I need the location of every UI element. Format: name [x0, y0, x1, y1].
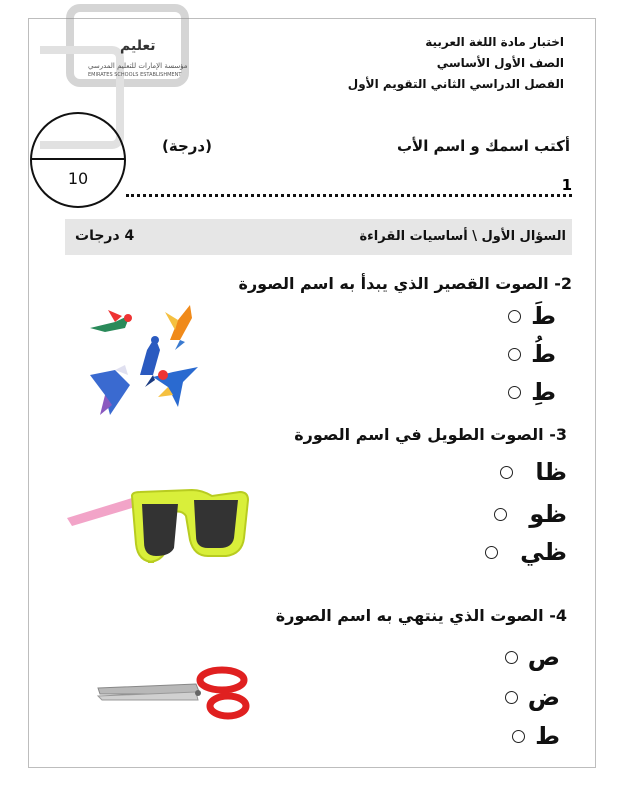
- question-2-title: 2- الصوت القصير الذي يبدأ به اسم الصورة: [238, 274, 572, 293]
- name-answer-line[interactable]: [126, 178, 572, 197]
- logo-line2: EMIRATES SCHOOLS ESTABLISHMENT: [88, 72, 182, 78]
- option-label: ظو: [529, 500, 567, 528]
- question-3-option-2[interactable]: [494, 500, 567, 528]
- bird-icon: [165, 305, 192, 350]
- question-2-option-3[interactable]: [508, 378, 556, 406]
- question-3-title: 3- الصوت الطويل في اسم الصورة: [294, 425, 567, 444]
- bird-icon: [153, 367, 198, 407]
- option-label: ص: [527, 643, 560, 671]
- sunglasses-image: [62, 478, 252, 573]
- scissors-image: [96, 666, 256, 724]
- name-grade: (درجة): [162, 137, 212, 155]
- question-3-option-1[interactable]: [500, 458, 567, 486]
- question-4-option-2[interactable]: [505, 683, 560, 711]
- question-4-option-1[interactable]: [505, 643, 560, 671]
- section-bar: [65, 219, 572, 255]
- option-label: ظي: [520, 538, 567, 566]
- bird-icon: [90, 365, 130, 415]
- question-4-title: 4- الصوت الذي ينتهي به اسم الصورة: [275, 606, 567, 625]
- name-instruction: أكتب اسمك و اسم الأب: [396, 137, 570, 155]
- question-3-option-3[interactable]: [485, 538, 567, 566]
- exam-grade-level: الصف الأول الأساسي: [436, 56, 564, 70]
- radio-button[interactable]: [505, 651, 518, 664]
- radio-button[interactable]: [512, 730, 525, 743]
- exam-term: الفصل الدراسي الثاني التقويم الأول: [347, 77, 564, 91]
- question-4-option-3[interactable]: [512, 722, 560, 750]
- name-question-number: 1: [561, 176, 572, 194]
- logo-line1: مؤسسة الإمارات للتعليم المدرسي: [88, 62, 188, 70]
- score-divider: [32, 158, 124, 160]
- score-circle: [30, 112, 126, 208]
- bird-icon: [90, 310, 132, 332]
- radio-button[interactable]: [508, 348, 521, 361]
- option-label: طَ: [531, 302, 556, 330]
- option-label: ظا: [535, 458, 567, 486]
- birds-image: [85, 295, 205, 420]
- option-label: ض: [527, 683, 560, 711]
- score-total: 10: [67, 169, 89, 188]
- option-label: ط: [535, 722, 560, 750]
- section-title: السؤال الأول \ أساسيات القراءة: [359, 229, 566, 244]
- radio-button[interactable]: [508, 310, 521, 323]
- logo-brand: تعليم: [120, 38, 156, 54]
- question-2-option-1[interactable]: [508, 302, 556, 330]
- radio-button[interactable]: [508, 386, 521, 399]
- question-2-option-2[interactable]: [508, 340, 556, 368]
- section-marks: 4 درجات: [75, 228, 135, 244]
- radio-button[interactable]: [494, 508, 507, 521]
- radio-button[interactable]: [500, 466, 513, 479]
- radio-button[interactable]: [485, 546, 498, 559]
- exam-subject: اختبار مادة اللغة العربية: [425, 35, 564, 49]
- option-label: طُ: [531, 340, 556, 368]
- radio-button[interactable]: [505, 691, 518, 704]
- exam-header: [348, 32, 564, 95]
- option-label: طِ: [531, 378, 556, 406]
